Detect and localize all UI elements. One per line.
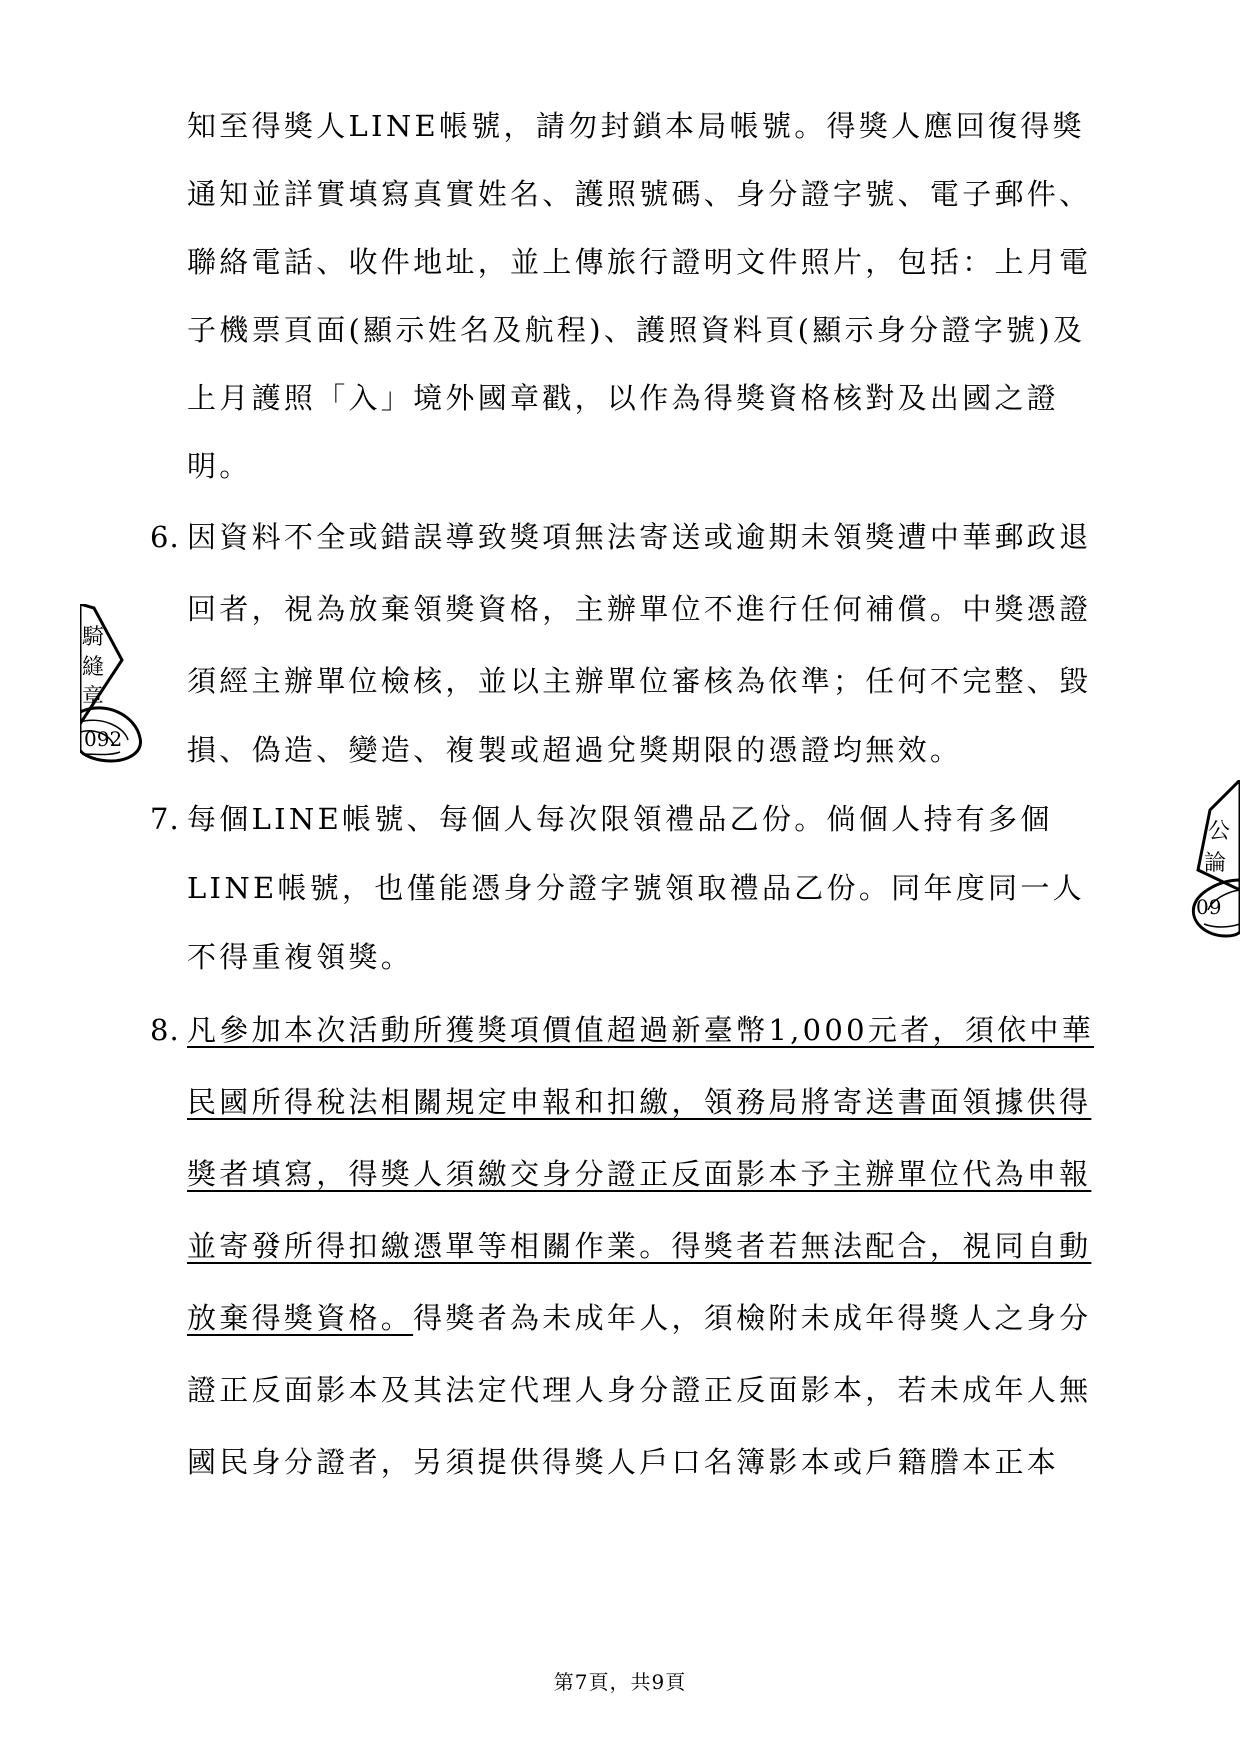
text-line: 知至得獎人LINE帳號，請勿封鎖本局帳號。得獎人應回復得獎	[187, 109, 1085, 143]
text-line: 須經主辦單位檢核，並以主辦單位審核為依準；任何不完整、毀	[187, 664, 1092, 698]
svg-text:縫: 縫	[82, 655, 105, 680]
seam-stamp-left-image	[80, 604, 152, 764]
item-number: 8.	[150, 1013, 180, 1047]
text-line: 明。	[187, 449, 252, 483]
page-footer: 第7頁，共9頁	[553, 1670, 687, 1694]
text-line-underlined: 並寄發所得扣繳憑單等相關作業。得獎者若無法配合，視同自動	[187, 1229, 1092, 1263]
svg-text:09: 09	[1196, 895, 1222, 919]
plain-span: 得獎者為未成年人，須檢附未成年得獎人之身分	[413, 1301, 1092, 1335]
text-line: 回者，視為放棄領獎資格，主辦單位不進行任何補償。中獎憑證	[187, 592, 1092, 626]
text-line-underlined: 凡參加本次活動所獲獎項價值超過新臺幣1,000元者，須依中華	[187, 1013, 1095, 1047]
text-line: 上月護照「入」境外國章戳，以作為得獎資格核對及出國之證	[187, 381, 1060, 415]
svg-text:公: 公	[1208, 819, 1231, 844]
text-line: 因資料不全或錯誤導致獎項無法寄送或逾期未領獎遭中華郵政退	[187, 520, 1092, 554]
text-line-underlined: 民國所得稅法相關規定申報和扣繳，領務局將寄送書面領據供得	[187, 1085, 1092, 1119]
text-line: 證正反面影本及其法定代理人身分證正反面影本，若未成年人無	[187, 1373, 1092, 1407]
item-number: 7.	[150, 802, 180, 836]
text-line: 不得重複領獎。	[187, 940, 414, 974]
text-line: LINE帳號，也僅能憑身分證字號領取禮品乙份。同年度同一人	[187, 871, 1085, 905]
text-line-mixed	[187, 1298, 1091, 1338]
svg-text:章: 章	[82, 685, 105, 710]
text-line: 損、偽造、變造、複製或超過兌獎期限的憑證均無效。	[187, 733, 963, 767]
text-line: 國民身分證者，另須提供得獎人戶口名簿影本或戶籍謄本正本	[187, 1445, 1060, 1479]
text-line-underlined: 獎者填寫，得獎人須繳交身分證正反面影本予主辦單位代為申報	[187, 1157, 1092, 1191]
svg-text:論: 論	[1204, 851, 1227, 876]
svg-text:092: 092	[84, 727, 123, 751]
text-line: 通知並詳實填寫真實姓名、護照號碼、身分證字號、電子郵件、	[187, 177, 1092, 211]
underlined-span: 放棄得獎資格。	[187, 1301, 414, 1335]
text-line: 子機票頁面(顯示姓名及航程)、護照資料頁(顯示身分證字號)及	[187, 313, 1086, 347]
item-number: 6.	[150, 520, 180, 554]
svg-text:騎: 騎	[82, 625, 105, 650]
seam-stamp-right-image	[1190, 780, 1240, 940]
text-line: 聯絡電話、收件地址，並上傳旅行證明文件照片，包括：上月電	[187, 245, 1092, 279]
text-line: 每個LINE帳號、每個人每次限領禮品乙份。倘個人持有多個	[187, 802, 1053, 836]
